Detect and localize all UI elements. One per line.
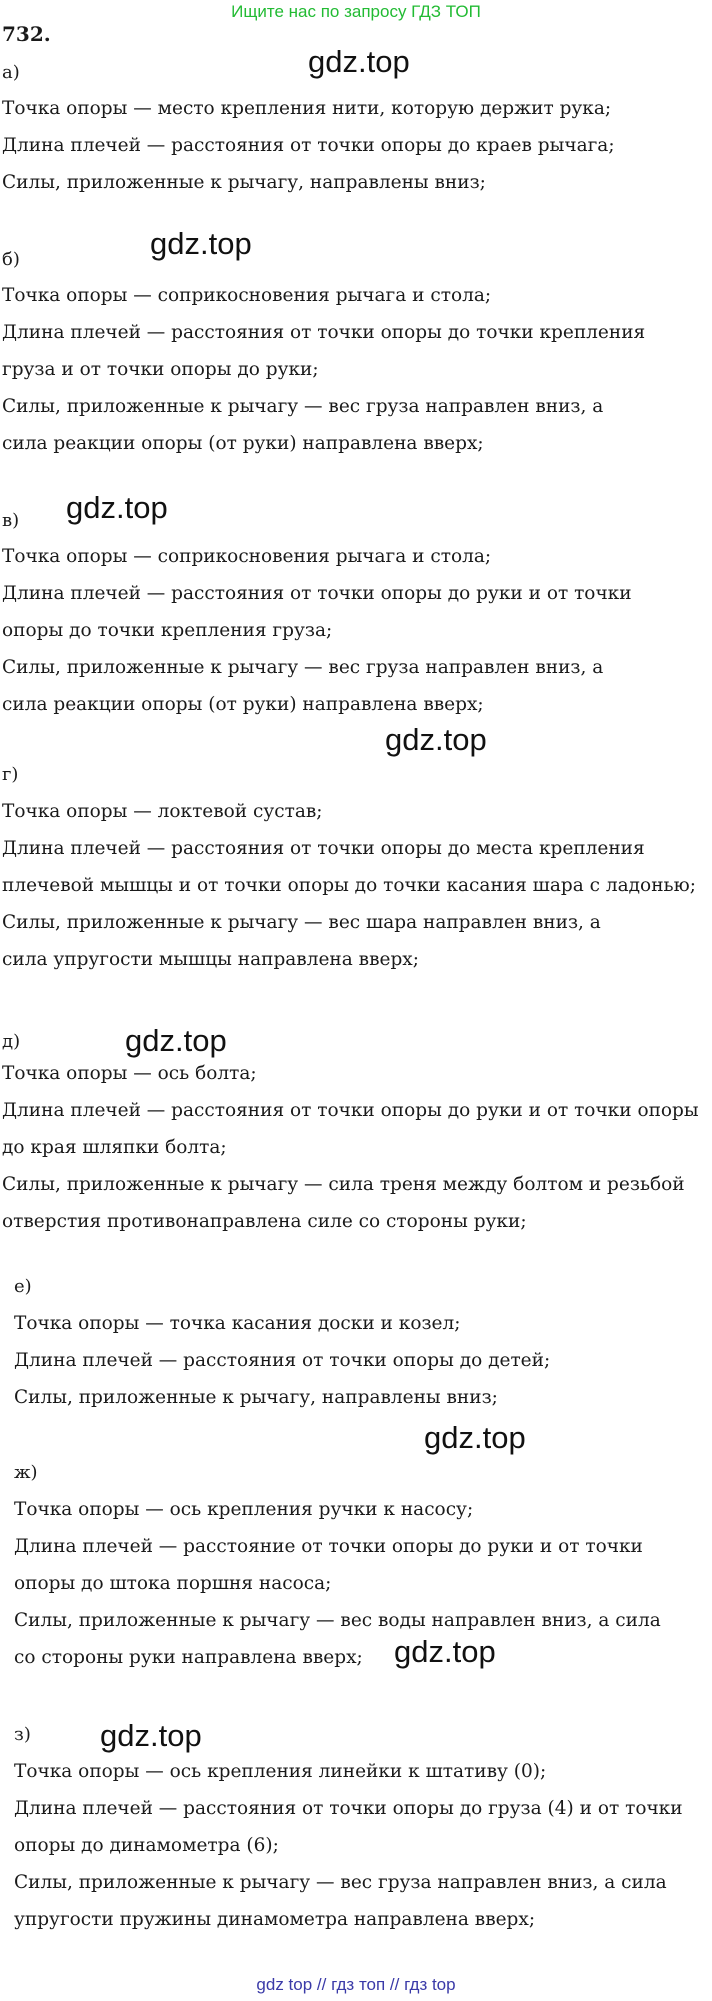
- text-line: Точка опоры — соприкосновения рычага и стола;: [2, 285, 492, 306]
- text-line: сила реакции опоры (от руки) направлена вверх;: [2, 433, 484, 454]
- text-line: отверстия противонаправлена силе со стороны руки;: [2, 1211, 527, 1232]
- text-line: Силы, приложенные к рычагу, направлены вниз;: [2, 172, 486, 193]
- text-line: опоры до штока поршня насоса;: [14, 1573, 332, 1594]
- text-line: Силы, приложенные к рычагу — вес воды направлен вниз, а сила: [14, 1610, 661, 1631]
- section-label: а): [2, 62, 20, 83]
- text-line: опоры до динамометра (6);: [14, 1835, 279, 1856]
- problem-number: 732.: [2, 22, 51, 46]
- text-line: Силы, приложенные к рычагу — вес груза направлен вниз, а: [2, 396, 604, 417]
- footer-link[interactable]: gdz top // гдз топ // гдз top: [256, 1975, 456, 1994]
- text-line: Точка опоры — ось крепления линейки к штативу (0);: [14, 1761, 547, 1782]
- text-line: Точка опоры — соприкосновения рычага и стола;: [2, 546, 492, 567]
- text-line: Длина плечей — расстояния от точки опоры до точки крепления: [2, 322, 646, 343]
- text-line: Силы, приложенные к рычагу — сила треня между болтом и резьбой: [2, 1174, 685, 1195]
- watermark: gdz.top: [394, 1634, 496, 1669]
- text-line: груза и от точки опоры до руки;: [2, 359, 319, 380]
- text-line: Длина плечей — расстояния от точки опоры до места крепления: [2, 838, 645, 859]
- text-line: Длина плечей — расстояния от точки опоры до руки и от точки: [2, 583, 632, 604]
- section-label: в): [2, 510, 20, 531]
- text-line: упругости пружины динамометра направлена вверх;: [14, 1909, 536, 1930]
- text-line: Длина плечей — расстояния от точки опоры до краев рычага;: [2, 135, 615, 156]
- text-line: Силы, приложенные к рычагу — вес груза направлен вниз, а сила: [14, 1872, 667, 1893]
- text-line: Длина плечей — расстояния от точки опоры до груза (4) и от точки: [14, 1798, 683, 1819]
- text-line: плечевой мышцы и от точки опоры до точки касания шара с ладонью;: [2, 875, 696, 896]
- text-line: Силы, приложенные к рычагу — вес шара направлен вниз, а: [2, 912, 601, 933]
- watermark: gdz.top: [308, 44, 410, 79]
- text-line: Силы, приложенные к рычагу, направлены вниз;: [14, 1387, 498, 1408]
- text-line: Точка опоры — точка касания доски и козел;: [14, 1313, 461, 1334]
- watermark: gdz.top: [385, 722, 487, 757]
- section-label: з): [14, 1724, 31, 1745]
- text-line: сила реакции опоры (от руки) направлена вверх;: [2, 694, 484, 715]
- text-line: Точка опоры — ось болта;: [2, 1063, 257, 1084]
- text-line: Длина плечей — расстояния от точки опоры до руки и от точки опоры: [2, 1100, 699, 1121]
- section-label: д): [2, 1031, 21, 1052]
- text-line: Точка опоры — локтевой сустав;: [2, 801, 323, 822]
- watermark: gdz.top: [125, 1023, 227, 1058]
- text-line: Точка опоры — место крепления нити, которую держит рука;: [2, 98, 612, 119]
- text-line: опоры до точки крепления груза;: [2, 620, 333, 641]
- section-label: б): [2, 249, 20, 270]
- section-label: е): [14, 1276, 32, 1297]
- header-search-link[interactable]: Ищите нас по запросу ГДЗ ТОП: [231, 2, 481, 21]
- text-line: Силы, приложенные к рычагу — вес груза направлен вниз, а: [2, 657, 604, 678]
- watermark: gdz.top: [100, 1718, 202, 1753]
- section-label: ж): [14, 1462, 38, 1483]
- watermark: gdz.top: [150, 226, 252, 261]
- text-line: сила упругости мышцы направлена вверх;: [2, 949, 419, 970]
- text-line: со стороны руки направлена вверх;: [14, 1647, 363, 1668]
- watermark: gdz.top: [66, 490, 168, 525]
- text-line: до края шляпки болта;: [2, 1137, 227, 1158]
- text-line: Длина плечей — расстояние от точки опоры до руки и от точки: [14, 1536, 643, 1557]
- section-label: г): [2, 764, 19, 785]
- watermark: gdz.top: [424, 1420, 526, 1455]
- text-line: Точка опоры — ось крепления ручки к насосу;: [14, 1499, 474, 1520]
- text-line: Длина плечей — расстояния от точки опоры до детей;: [14, 1350, 551, 1371]
